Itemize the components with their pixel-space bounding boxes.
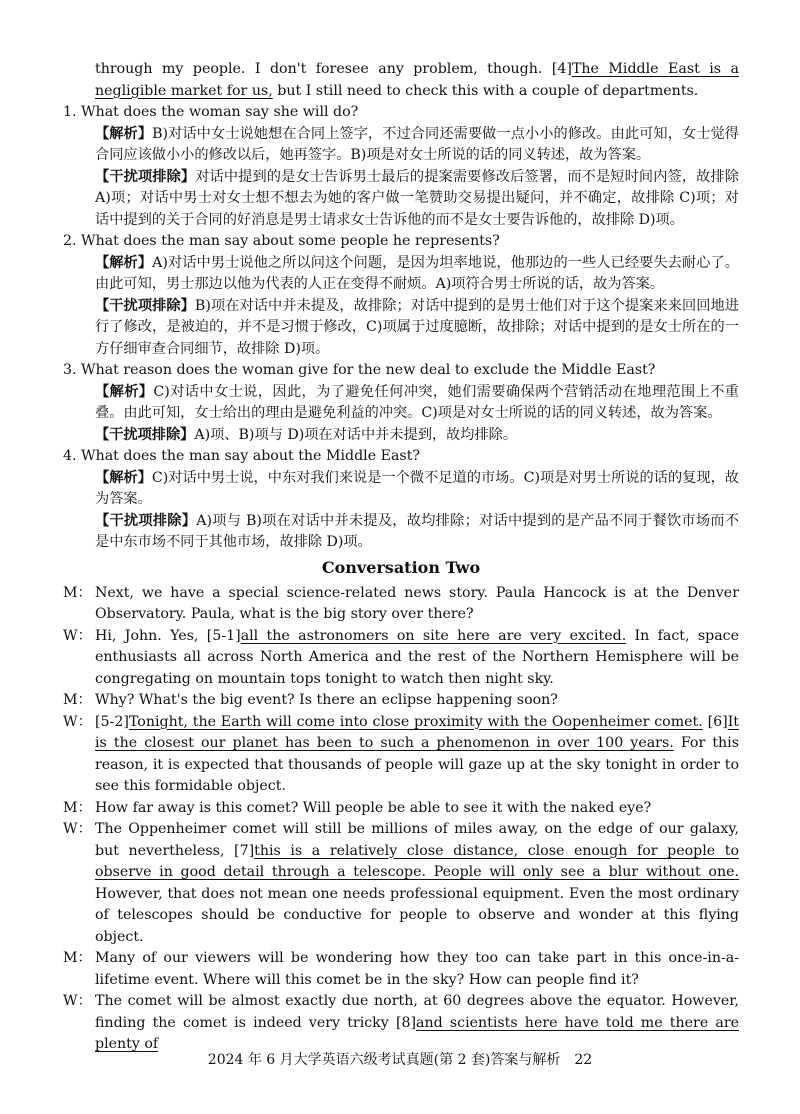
analysis-tag: 【解析】 xyxy=(95,469,152,486)
dialogue-text-segment: Hi, John. Yes, [5-1] xyxy=(95,627,241,644)
analysis xyxy=(63,124,739,167)
analysis xyxy=(63,253,739,296)
intro-underlined-answer: The Middle East is a negligible market for us, xyxy=(95,61,739,99)
question-line xyxy=(63,446,739,468)
dialogue-text xyxy=(95,948,739,991)
intro-text-end: but I still need to check this with a couple of departments. xyxy=(272,82,699,99)
analysis-text: C)对话中男士说，中东对我们来说是一个微不足道的市场。C)项是对男士所说的话的复现，故为答案。 xyxy=(95,469,739,507)
speaker-label: W： xyxy=(63,993,92,1009)
question-block xyxy=(63,446,739,554)
question-line xyxy=(63,231,739,253)
dialogue-text-segment: How far away is this comet? Will people be able to see it with the naked eye? xyxy=(95,799,652,816)
intro-paragraph xyxy=(63,59,739,102)
dialogue-turn xyxy=(63,583,739,626)
dialogue-turn xyxy=(63,690,739,712)
dialogue-text xyxy=(95,819,739,948)
dialogue-text-segment: Next, we have a special science-related news story. Paula Hancock is at the Denver Observatory. Paula, what is the big story over there? xyxy=(95,584,739,622)
speaker-label: M： xyxy=(63,950,92,966)
dialogue-text xyxy=(95,626,739,691)
dialogue-text-segment: The comet will be almost exactly due north, at 60 degrees above the equator. However, finding the comet is indeed very tricky [8] xyxy=(95,993,739,1031)
dialogue-text-segment: Many of our viewers will be wondering how they too can take part in this once-in-a-lifetime event. Where will this comet be in the sky? How can people find it? xyxy=(95,950,739,988)
dialogue-text-segment: For this reason, it is expected that thousands of people will gaze up at the sky tonight in order to see this formidable object. xyxy=(95,735,739,794)
exclusion-text: A)项、B)项与 D)项在对话中并未提到，故均排除。 xyxy=(194,426,518,443)
conversation-title: Conversation Two xyxy=(321,557,481,577)
distractor-exclusion xyxy=(63,511,739,554)
analysis-text: A)对话中男士说他之所以问这个问题，是因为坦率地说，他那边的一些人已经要失去耐心了。由此可知，男士那边以他为代表的人正在变得不耐烦。A)项符合男士所说的话，故为答案。 xyxy=(95,254,739,292)
speaker-label: M： xyxy=(63,584,92,601)
dialogue-turn xyxy=(63,798,739,820)
intro-text: through my people. I don't foresee any problem, though. [4] xyxy=(95,61,572,77)
question-text: What does the man say about some people he represents? xyxy=(81,233,500,249)
exclusion-tag: 【干扰项排除】 xyxy=(95,297,195,314)
underlined-answer-text: and scientists here have told me there are plenty of xyxy=(95,1014,739,1052)
exclusion-text: 对话中提到的是女士告诉男士最后的提案需要修改后签署，而不是短时间内签，故排除 A)项；对话中男士对女士想不想去为她的客户做一笔赞助交易提出疑问，并不确定，故排除 C)项；对话中提到的关于合同的好消息是男士请求女士告诉他的而不是女士要告诉他的，故排除 D)项。 xyxy=(95,168,739,228)
speaker-label: M： xyxy=(63,799,92,816)
question-block xyxy=(63,360,739,446)
question-line xyxy=(63,102,739,124)
dialogue xyxy=(63,583,739,1056)
dialogue-text xyxy=(95,798,739,820)
dialogue-turn xyxy=(63,948,739,991)
page-content xyxy=(63,59,739,1056)
dialogue-text-segment: Why? What's the big event? Is there an eclipse happening soon? xyxy=(95,692,558,708)
analysis-tag: 【解析】 xyxy=(95,125,153,142)
exclusion-tag: 【干扰项排除】 xyxy=(95,168,196,185)
analysis xyxy=(63,468,739,511)
question-block xyxy=(63,231,739,360)
analysis-text: B)对话中女士说她想在合同上签字，不过合同还需要做一点小小的修改。由此可知，女士觉得合同应该做小小的修改以后，她再签字。B)项是对女士所说的话的同义转述，故为答案。 xyxy=(95,125,739,163)
question-text: What reason does the woman give for the new deal to exclude the Middle East? xyxy=(81,362,656,378)
question-line xyxy=(63,360,739,382)
dialogue-text xyxy=(95,991,739,1056)
underlined-answer-text: Tonight, the Earth will come into close proximity with the Oopenheimer comet. xyxy=(128,713,703,730)
underlined-answer-text: It is the closest our planet has been to such a phenomenon in over 100 years. xyxy=(95,713,739,751)
speaker-label: W： xyxy=(63,713,92,730)
distractor-exclusion xyxy=(63,296,739,361)
speaker-label: M： xyxy=(63,692,92,708)
exclusion-tag: 【干扰项排除】 xyxy=(95,512,197,529)
question-number: 4. xyxy=(63,448,77,464)
dialogue-text-segment: [6] xyxy=(702,713,728,730)
question-number: 2. xyxy=(63,233,77,249)
analysis-tag: 【解析】 xyxy=(95,254,153,271)
page-footer: 2024 年 6 月大学英语六级考试真题(第 2 套)答案与解析 22 xyxy=(207,1052,593,1068)
dialogue-text xyxy=(95,712,739,798)
analysis-text: C)对话中女士说，因此，为了避免任何冲突，她们需要确保两个营销活动在地理范围上不重叠。由此可知，女士给出的理由是避免利益的冲突。C)项是对女士所说的话的同义转述，故为答案。 xyxy=(95,383,739,421)
dialogue-text xyxy=(95,690,739,712)
dialogue-turn xyxy=(63,626,739,691)
dialogue-turn xyxy=(63,991,739,1056)
distractor-exclusion xyxy=(63,167,739,232)
question-block xyxy=(63,102,739,231)
question-number: 3. xyxy=(63,362,77,378)
dialogue-turn xyxy=(63,712,739,798)
dialogue-text-segment: [5-2] xyxy=(95,713,129,730)
speaker-label: W： xyxy=(63,627,92,644)
question-text: What does the man say about the Middle East? xyxy=(81,448,421,464)
dialogue-text-segment: However, that does not mean one needs professional equipment. Even the most ordinary of telescopes should be conductive for people to observe and wonder at this flying object. xyxy=(95,885,739,945)
speaker-label: W： xyxy=(63,821,92,837)
dialogue-turn xyxy=(63,819,739,948)
analysis xyxy=(63,382,739,425)
exclusion-text: B)项在对话中并未提及，故排除；对话中提到的是男士他们对于这个提案来来回回地进行了修改，是被迫的，并不是习惯于修改，C)项属于过度臆断，故排除；对话中提到的是女士所在的一方仔细审查合同细节，故排除 D)项。 xyxy=(95,297,739,357)
underlined-answer-text: all the astronomers on site here are very excited. xyxy=(240,627,627,644)
dialogue-text-segment: In fact, space enthusiasts all across North America and the rest of the Northern Hemisphere will be congregating on mountain tops tonight to watch then night sky. xyxy=(95,627,739,687)
dialogue-text xyxy=(95,583,739,626)
distractor-exclusion xyxy=(63,425,739,447)
question-number: 1. xyxy=(63,104,77,120)
exclusion-tag: 【干扰项排除】 xyxy=(95,426,195,443)
exclusion-text: A)项与 B)项在对话中并未提及，故均排除；对话中提到的是产品不同于餐饮市场而不是中东市场不同于其他市场，故排除 D)项。 xyxy=(95,512,739,550)
question-text: What does the woman say she will do? xyxy=(81,104,359,120)
underlined-answer-text: this is a relatively close distance, close enough for people to observe in good detail through a telescope. People will only see a blur without one. xyxy=(95,842,739,880)
dialogue-text-segment: The Oppenheimer comet will still be millions of miles away, on the edge of our galaxy, but nevertheless, [7] xyxy=(95,821,739,859)
analysis-tag: 【解析】 xyxy=(95,383,154,400)
